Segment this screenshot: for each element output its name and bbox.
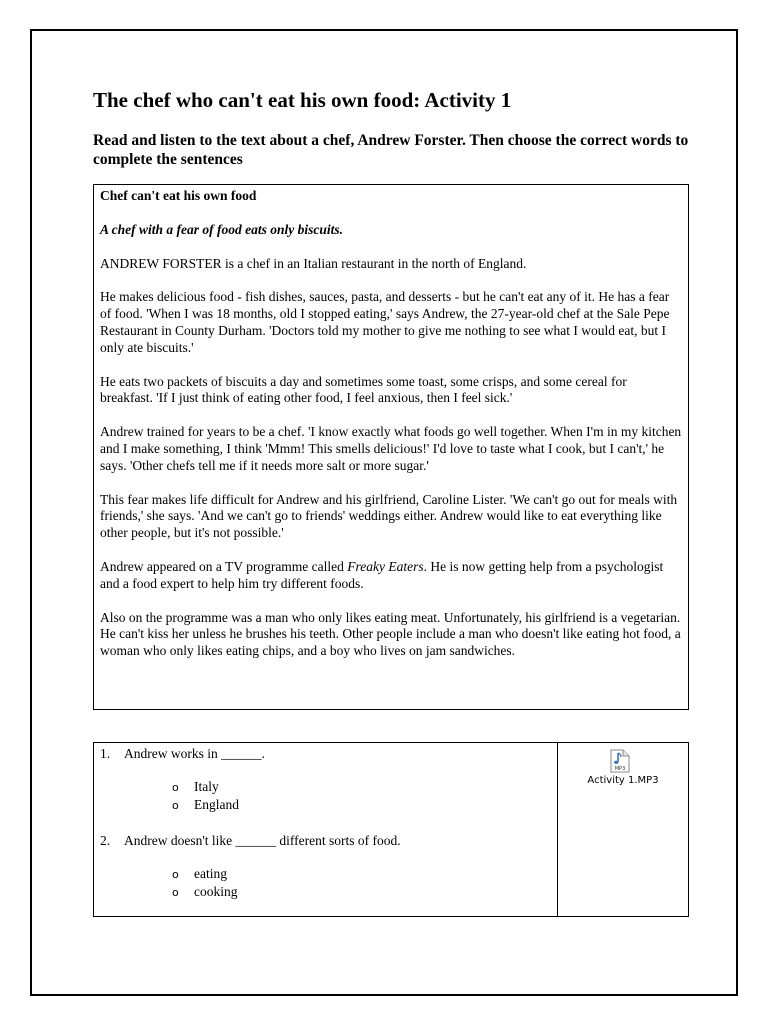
p6-before: Andrew appeared on a TV programme called xyxy=(100,558,348,574)
question-2 xyxy=(100,832,401,850)
question-text: Andrew doesn't like ______ different sorts of food. xyxy=(124,833,401,848)
article-heading: Chef can't eat his own food xyxy=(100,188,257,203)
option-england[interactable] xyxy=(172,796,239,815)
mp3-file-icon[interactable] xyxy=(610,749,630,773)
option-cooking[interactable] xyxy=(172,883,238,902)
p6-after: . He is now getting help from a psychologist and a food expert to help him try different foods. xyxy=(100,558,664,591)
page-title: The chef who can't eat his own food: Activity 1 xyxy=(93,88,512,112)
article-paragraph: He eats two packets of biscuits a day and sometimes some toast, some crisps, and some cereal for breakfast. 'If I just think of eating other food, I feel anxious, then I feel sick.' xyxy=(100,373,627,406)
article-box xyxy=(93,184,689,710)
article-paragraph: Andrew trained for years to be a chef. 'I know exactly what foods go well together. When I'm in my kitchen and I make something, I think 'Mmm! This smells delicious!' I'd love to taste what I cook, but I can't,' he says. 'Other chefs tell me if it needs more salt or more sugar.' xyxy=(100,424,682,473)
option-label: cooking xyxy=(194,884,238,899)
question-number: 2. xyxy=(100,833,111,848)
option-label: England xyxy=(194,797,239,812)
article-paragraph: ANDREW FORSTER is a chef in an Italian restaurant in the north of England. xyxy=(100,255,527,271)
option-italy[interactable] xyxy=(172,778,219,797)
article-paragraph: This fear makes life difficult for Andrew and his girlfriend, Caroline Lister. 'We can't go out for meals with friends,' she says. 'And we can't go to friends' weddings either. Andrew would like to eat everything like other people, but it's not possible.' xyxy=(100,491,678,541)
questions-cell xyxy=(94,743,558,916)
mp3-icon-text: MP3 xyxy=(614,766,626,772)
attachment-label[interactable]: Activity 1.MP3 xyxy=(587,775,659,786)
attachment-cell xyxy=(558,743,688,916)
option-label: Italy xyxy=(194,779,219,794)
questions-table xyxy=(93,742,689,917)
article-standfirst: A chef with a fear of food eats only biscuits. xyxy=(100,221,343,237)
tv-show-title: Freaky Eaters xyxy=(347,558,424,574)
bullet-icon: o xyxy=(172,868,179,881)
article-paragraph: Also on the programme was a man who only likes eating meat. Unfortunately, his girlfriend is a vegetarian. He can't kiss her unless he brushes his teeth. Other people include a man who doesn't like eating hot food, a woman who only likes eating chips, and a boy who lives on jam sandwiches. xyxy=(100,609,681,659)
bullet-icon: o xyxy=(172,886,179,899)
question-1 xyxy=(100,745,265,763)
option-label: eating xyxy=(194,866,227,881)
question-number: 1. xyxy=(100,746,111,761)
article-paragraph xyxy=(100,559,682,593)
instructions: Read and listen to the text about a chef, Andrew Forster. Then choose the correct words to complete the sentences xyxy=(93,132,689,168)
bullet-icon: o xyxy=(172,781,179,794)
option-eating[interactable] xyxy=(172,865,227,884)
article-paragraph: He makes delicious food - fish dishes, sauces, pasta, and desserts - but he can't eat any of it. He has a fear of food. 'When I was 18 months, old I stopped eating,' says Andrew, the 27-year-old chef at the Sale Pepe Restaurant in County Durham. 'Doctors told my mother to give me nothing to see what I would eat, but I only ate biscuits.' xyxy=(100,289,670,355)
question-text: Andrew works in ______. xyxy=(124,746,265,761)
bullet-icon: o xyxy=(172,799,179,812)
